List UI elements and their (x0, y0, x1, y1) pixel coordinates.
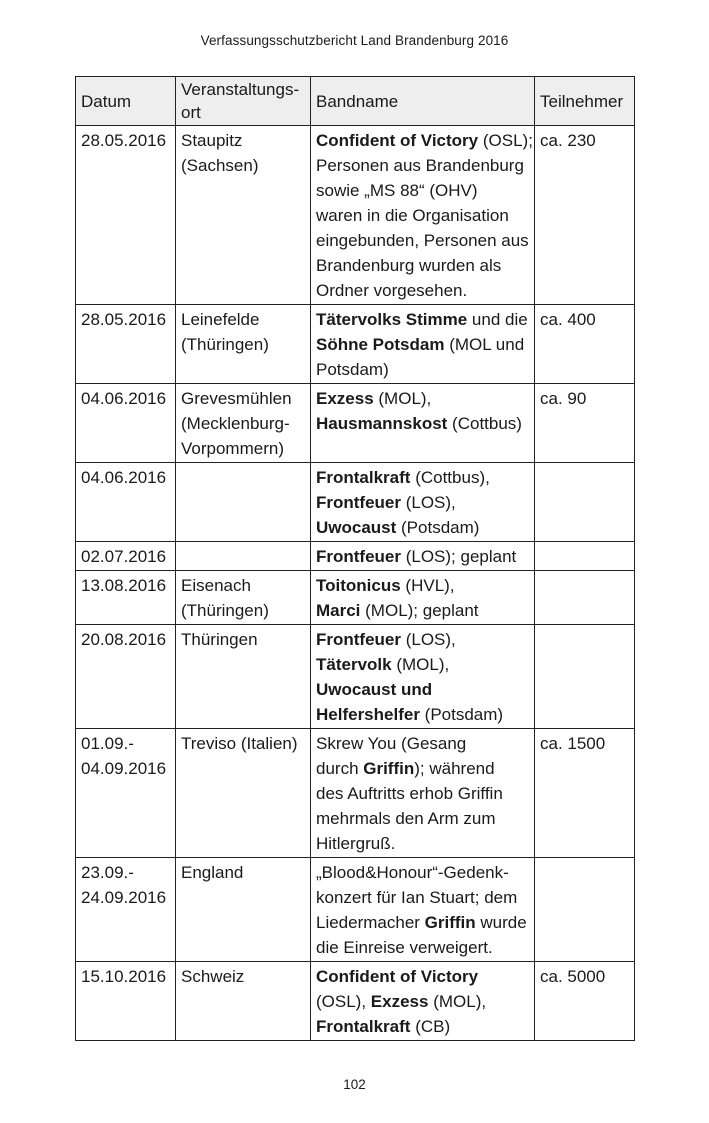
date-line: 24.09.2016 (81, 888, 167, 907)
band-line (316, 228, 529, 253)
location-line: Thüringen (181, 630, 258, 649)
band-text: (Potsdam) (419, 705, 504, 724)
band-line (316, 860, 529, 885)
participants-cell: ca. 400 (535, 305, 635, 384)
column-header-line: Bandname (316, 91, 399, 111)
band-text: (HVL), (400, 576, 455, 595)
band-cell (311, 542, 535, 571)
column-header-teilnehmer (535, 77, 635, 126)
band-name: Confident of Victory (316, 967, 479, 986)
band-text: ); während (414, 759, 495, 778)
table-row (76, 571, 635, 625)
location-cell (176, 542, 311, 571)
band-name: Hausmannskost (316, 414, 448, 433)
location-cell (176, 625, 311, 729)
band-line (316, 515, 529, 540)
band-line (316, 203, 529, 228)
table-header-row (76, 77, 635, 126)
band-text: (MOL), (391, 655, 450, 674)
column-header-line: Teilnehmer (540, 91, 624, 111)
band-line (316, 756, 529, 781)
band-text: (OSL); (478, 131, 533, 150)
table-row (76, 962, 635, 1041)
table-row (76, 126, 635, 305)
date-cell (76, 571, 176, 625)
band-line (316, 278, 529, 303)
location-line: Schweiz (181, 967, 245, 986)
location-cell (176, 858, 311, 962)
location-cell (176, 729, 311, 858)
table-body (76, 126, 635, 1041)
date-line: 04.06.2016 (81, 389, 167, 408)
location-line: (Thüringen) (181, 335, 269, 354)
date-line: 13.08.2016 (81, 576, 167, 595)
band-text: Brandenburg wurden als (316, 256, 502, 275)
band-line (316, 885, 529, 910)
date-cell (76, 384, 176, 463)
date-line: 04.06.2016 (81, 468, 167, 487)
band-text: „Blood&Honour“-Gedenk- (316, 863, 509, 882)
band-line (316, 627, 529, 652)
column-header-datum (76, 77, 176, 126)
band-text: des Auftritts erhob Griffin (316, 784, 503, 803)
participants-cell (535, 858, 635, 962)
date-line: 28.05.2016 (81, 131, 167, 150)
location-cell (176, 571, 311, 625)
band-line (316, 307, 529, 332)
band-cell (311, 126, 535, 305)
date-line: 04.09.2016 (81, 759, 167, 778)
band-text: Hitlergruß. (316, 834, 396, 853)
band-text: (OSL), (316, 992, 371, 1011)
running-head: Verfassungsschutzbericht Land Brandenburg 2016 (200, 33, 509, 48)
band-line (316, 964, 529, 989)
band-name: Söhne Potsdam (316, 335, 445, 354)
date-line: 20.08.2016 (81, 630, 167, 649)
band-name: Uwocaust und (316, 680, 433, 699)
band-name: Confident of Victory (316, 131, 479, 150)
band-line (316, 831, 529, 856)
band-text: (MOL), (428, 992, 487, 1011)
events-table (75, 76, 635, 1041)
band-text: (LOS); geplant (401, 547, 517, 566)
date-line: 01.09.- (81, 734, 134, 753)
column-header-line: Veranstaltungs- (181, 80, 300, 99)
participants-cell: ca. 90 (535, 384, 635, 463)
band-text: (LOS), (401, 630, 456, 649)
band-line (316, 781, 529, 806)
band-text: mehrmals den Arm zum (316, 809, 496, 828)
column-header-bandname (311, 77, 535, 126)
band-text: Ordner vorgesehen. (316, 281, 468, 300)
band-line (316, 910, 529, 935)
band-line (316, 598, 529, 623)
band-line (316, 989, 529, 1014)
table-row (76, 858, 635, 962)
band-line (316, 1014, 529, 1039)
participants-cell (535, 625, 635, 729)
band-text: eingebunden, Personen aus (316, 231, 529, 250)
band-text: durch (316, 759, 364, 778)
table-row (76, 305, 635, 384)
location-line: England (181, 863, 244, 882)
date-cell (76, 962, 176, 1041)
location-line: (Mecklenburg- (181, 414, 290, 433)
band-line (316, 128, 533, 153)
table-row (76, 729, 635, 858)
band-text: (LOS), (401, 493, 456, 512)
location-line: Staupitz (181, 131, 243, 150)
band-name: Frontfeuer (316, 547, 401, 566)
date-cell (76, 463, 176, 542)
location-line: Vorpommern) (181, 439, 284, 458)
band-text: (MOL); geplant (360, 601, 479, 620)
location-line: Grevesmühlen (181, 389, 292, 408)
band-cell (311, 384, 535, 463)
band-name: Helfershelfer (316, 705, 420, 724)
participants-cell (535, 463, 635, 542)
date-line: 02.07.2016 (81, 547, 167, 566)
band-name: Exzess (370, 992, 429, 1011)
band-line (316, 465, 529, 490)
participants-cell (535, 542, 635, 571)
band-cell (311, 858, 535, 962)
date-cell (76, 305, 176, 384)
location-cell (176, 126, 311, 305)
location-cell (176, 962, 311, 1041)
band-text: (MOL), (373, 389, 432, 408)
band-text: Personen aus Brandenburg (316, 156, 524, 175)
band-line (316, 677, 529, 702)
band-name: Griffin (363, 759, 415, 778)
band-cell (311, 463, 535, 542)
band-line (316, 178, 529, 203)
band-cell (311, 305, 535, 384)
band-line (316, 411, 529, 436)
band-text: (Cottbus) (447, 414, 522, 433)
band-name: Exzess (316, 389, 374, 408)
band-line (316, 490, 529, 515)
band-name: Frontalkraft (316, 468, 411, 487)
band-text: Liedermacher (316, 913, 425, 932)
band-text: sowie „MS 88“ (OHV) (316, 181, 478, 200)
band-line (316, 357, 529, 382)
participants-cell: ca. 1500 (535, 729, 635, 858)
table-row (76, 463, 635, 542)
date-cell (76, 126, 176, 305)
table-row (76, 542, 635, 571)
date-cell (76, 542, 176, 571)
column-header-line: ort (181, 103, 201, 122)
band-name: Uwocaust (316, 518, 397, 537)
band-cell (311, 571, 535, 625)
band-text: Potsdam) (316, 360, 389, 379)
date-cell (76, 858, 176, 962)
band-line (316, 806, 529, 831)
location-line: Eisenach (181, 576, 251, 595)
band-text: die Einreise verweigert. (316, 938, 493, 957)
band-name: Toitonicus (316, 576, 401, 595)
band-name: Frontfeuer (316, 630, 401, 649)
date-cell (76, 729, 176, 858)
band-line (316, 702, 529, 727)
band-line (316, 652, 529, 677)
band-line (316, 153, 529, 178)
band-line (316, 332, 529, 357)
band-cell (311, 729, 535, 858)
date-cell (76, 625, 176, 729)
band-text: konzert für Ian Stuart; dem (316, 888, 518, 907)
column-header-line: Datum (81, 91, 132, 111)
date-line: 23.09.- (81, 863, 134, 882)
band-text: (CB) (410, 1017, 451, 1036)
participants-cell: ca. 5000 (535, 962, 635, 1041)
band-text: (Cottbus), (410, 468, 490, 487)
date-line: 15.10.2016 (81, 967, 167, 986)
band-line (316, 935, 529, 960)
location-line: Leinefelde (181, 310, 260, 329)
band-name: Frontfeuer (316, 493, 401, 512)
band-text: (MOL und (444, 335, 525, 354)
band-name: Frontalkraft (316, 1017, 411, 1036)
table-row (76, 384, 635, 463)
date-line: 28.05.2016 (81, 310, 167, 329)
page-number: 102 (343, 1077, 366, 1092)
participants-cell (535, 571, 635, 625)
location-line: (Thüringen) (181, 601, 269, 620)
participants-cell: ca. 230 (535, 126, 635, 305)
band-name: Marci (316, 601, 361, 620)
band-text: waren in die Organisation (316, 206, 509, 225)
band-name: Tätervolk (316, 655, 392, 674)
location-line: (Sachsen) (181, 156, 259, 175)
location-cell (176, 305, 311, 384)
band-line (316, 253, 529, 278)
band-line (316, 573, 529, 598)
band-text: wurde (475, 913, 527, 932)
table-row (76, 625, 635, 729)
column-header-veranstaltungsort (176, 77, 311, 126)
band-cell (311, 962, 535, 1041)
location-cell (176, 463, 311, 542)
band-text: Skrew You (Gesang (316, 734, 467, 753)
band-line (316, 386, 529, 411)
location-line: Treviso (Italien) (181, 734, 298, 753)
band-cell (311, 625, 535, 729)
band-line (316, 731, 529, 756)
band-text: und die (467, 310, 528, 329)
band-name: Tätervolks Stimme (316, 310, 468, 329)
band-text: (Potsdam) (396, 518, 480, 537)
band-line (316, 544, 529, 569)
band-name: Griffin (424, 913, 476, 932)
location-cell (176, 384, 311, 463)
